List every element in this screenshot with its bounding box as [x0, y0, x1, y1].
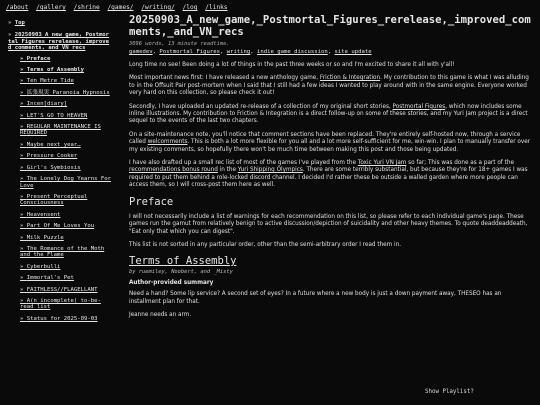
- paragraph-order: This list is not sorted in any particular order, other than the semi-arbitrary order I read them in.: [129, 241, 402, 248]
- nav-link-links[interactable]: /links: [205, 4, 228, 11]
- tag-link[interactable]: indie game discussion: [257, 49, 328, 55]
- toc-item[interactable]: » Cyberbulli: [20, 264, 112, 270]
- paragraph-comments: On a site-maintenance note, you'll notice that comment sections have been replaced. They're entirely self-hosted now, through a service called welcomments. This is both a lot more flexible for you all and a lot more self-sufficient for me, win-win. I plan to manually transfer over my existing comments, so hopefully there won't be much time between making this post and those being updated.: [129, 131, 531, 153]
- post-content: [129, 14, 533, 326]
- toc-current-post-link[interactable]: 20250903_A_new_game,_Postmortal_Figures_rerelease,_improved_comments,_and_VN_recs: [8, 32, 110, 52]
- toc-item[interactable]: » FAITHLESS//FLAGELLANT: [20, 287, 112, 293]
- toc-item[interactable]: » Incen[diary]: [20, 101, 112, 107]
- tag-link[interactable]: Postmortal Figures: [159, 49, 220, 55]
- toc-item[interactable]: » The Romance of the Moth and the Flame: [20, 246, 112, 259]
- toc-item[interactable]: » REGULAR MAINTENANCE IS REQUIRED: [20, 124, 112, 137]
- toc-item[interactable]: » Preface: [20, 56, 112, 62]
- terms-byline: by ruemiley, Noobert, and _Misty: [129, 269, 233, 276]
- paragraph-reclist: I have also drafted up a small rec list of most of the games I've played from the Toxic Yuri VN Jam so far; This was done as a part of the recommendations bonus round in the Yuri Shipping Olympics. There are some terribly substantial, but because they're for 18+ games I was required to put them behind a role-locked discord channel. I decided I'd rather these be outside a walled garden where more people can access them, so I will cross-post them here as well.: [129, 160, 528, 189]
- table-of-contents: [8, 20, 112, 327]
- paragraph-intro: Long time no see! Been doing a lot of things in the past three weeks or so and I'm excited to share it all with y'all!: [129, 62, 455, 68]
- paragraph-jeanne: Jeanne needs an arm.: [129, 312, 192, 319]
- toc-item[interactable]: » Immortal's Pet: [20, 275, 112, 281]
- paragraph-warnings: I will not necessarily include a list of warnings for each recommendation on this list, so please refer to each individual game's page. These games run the gamut from relatively benign to active discussion/depiction of suicidality and other heavy themes. To quote deaddeaddeath, "Eat only that which you can digest".: [129, 213, 528, 235]
- toc-top: [8, 20, 112, 26]
- nav-link-log[interactable]: /log: [182, 4, 198, 11]
- paragraph-summary: Need a hand? Some lip service? A second set of eyes? In a future where a new body is just a down payment away, THESEO has an installment plan for that.: [129, 291, 502, 305]
- welcomments-link[interactable]: welcomments: [147, 139, 188, 146]
- paragraph-news: Most important news first: I have released a new anthology game, Friction & Integration. My contribution to this game is what I was alluding to in the Offsuit Pair post-mortem when I said that I still had a few ideas I wanted to play around with in the same engine. Everyone worked very hard on this collection, so please check it out!: [129, 75, 529, 97]
- friction-integration-link[interactable]: Friction & Integration: [319, 75, 381, 82]
- summary-label: Author-provided summary: [129, 280, 214, 287]
- toc-item[interactable]: » A(n incomplete) to-be-read list: [20, 298, 112, 311]
- toc-item[interactable]: » Terms of Assembly: [20, 67, 112, 73]
- toc-item[interactable]: » Part Of Me Loves You: [20, 223, 112, 229]
- recommendations-round-link[interactable]: recommendations bonus round: [129, 167, 218, 174]
- tag-link[interactable]: site update: [334, 49, 372, 55]
- post-tags: gamedev, Postmortal Figures, writing, indie game discussion, site update: [129, 49, 372, 55]
- toc-top-link[interactable]: Top: [14, 20, 25, 26]
- toc-item[interactable]: » Girl's Symbiosis: [20, 165, 112, 171]
- toc-item[interactable]: » Maybe next year…: [20, 142, 112, 148]
- nav-link-about[interactable]: /about: [6, 4, 29, 11]
- postmortal-figures-link[interactable]: Postmortal Figures: [392, 103, 446, 110]
- nav-link-games[interactable]: /games/: [107, 4, 134, 11]
- toc-item[interactable]: » Pressure Cooker: [20, 153, 112, 159]
- post-meta: 3096 words, 13 minute readtime.: [129, 41, 230, 47]
- terms-of-assembly-heading[interactable]: Terms of Assembly: [129, 255, 237, 268]
- toc-current-post: [8, 32, 112, 51]
- tag-link[interactable]: gamedev: [129, 49, 153, 55]
- nav-link-shrine[interactable]: /shrine: [73, 4, 100, 11]
- toxic-yuri-jam-link[interactable]: Toxic Yuri VN Jam: [357, 160, 407, 167]
- show-playlist-button[interactable]: Show Playlist?: [425, 389, 474, 395]
- toc-item[interactable]: » 拡張現実 Paranoia Hypnosis: [20, 90, 112, 96]
- toc-item[interactable]: » Heavensent: [20, 212, 112, 218]
- top-nav: [6, 4, 232, 11]
- toc-item[interactable]: » Milk Puzzle: [20, 235, 112, 241]
- toc-item[interactable]: » Present Perceptual Consciousness: [20, 194, 112, 207]
- nav-link-gallery[interactable]: /gallery: [36, 4, 66, 11]
- toc-list: [8, 56, 112, 323]
- tag-link[interactable]: writing: [226, 49, 251, 55]
- post-title: 20250903_A_new_game,_Postmortal_Figures_rerelease,_improved_comments,_and_VN_recs: [129, 14, 531, 38]
- toc-item[interactable]: » Ten Metre Tide: [20, 78, 112, 84]
- paragraph-rerelease: Secondly, I have uploaded an updated re-release of a collection of my original short stories, Postmortal Figures, which now includes some inline illustrations. My contribution to Friction & Integration is a direct follow-up on some of these stories, and my Yuri Jam project is a direct sequel to the events of the last two chapters.: [129, 103, 528, 125]
- yuri-olympics-link[interactable]: Yuri Shipping Olympics: [237, 167, 303, 174]
- preface-heading: Preface: [129, 195, 174, 208]
- toc-item[interactable]: » Status for 2025-09-03: [20, 316, 112, 322]
- toc-item[interactable]: » The Lonely Dog Yearns For Love: [20, 176, 112, 189]
- toc-item[interactable]: » LET'S GO TO HEAVEN: [20, 113, 112, 119]
- nav-link-writing[interactable]: /writing/: [141, 4, 175, 11]
